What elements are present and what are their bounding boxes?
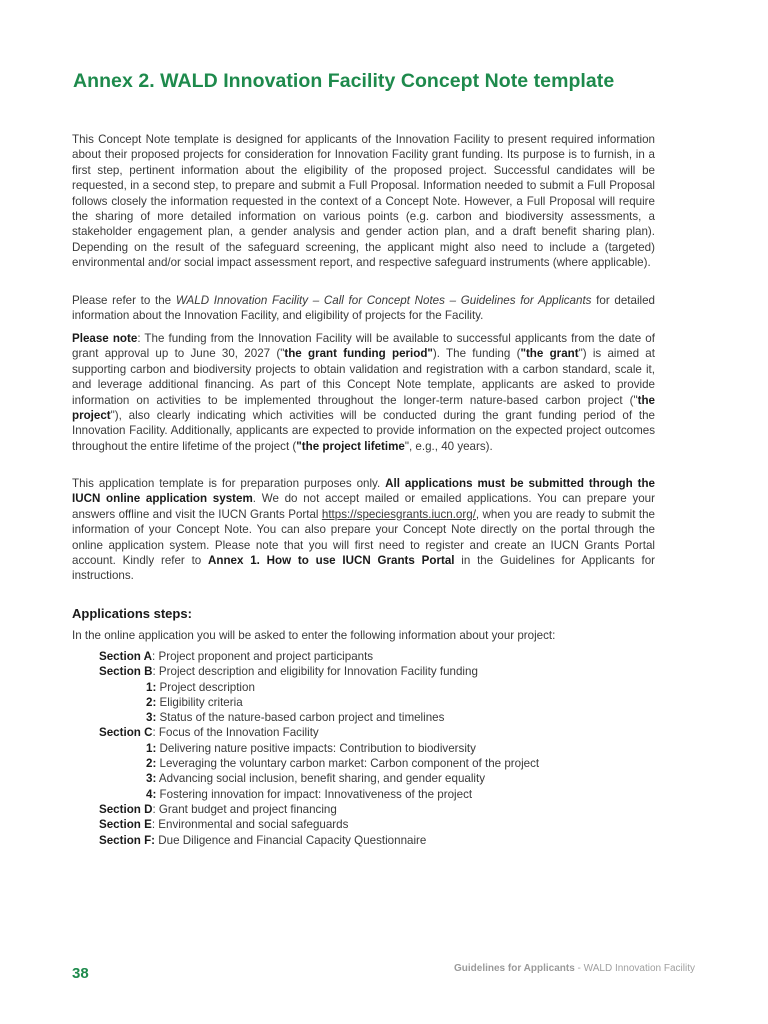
steps-heading: Applications steps: (72, 606, 192, 621)
text: ") is aimed at supporting carbon and biodiversity projects to obtain validation and registration with a carbon standard, scale it, and leverage additional financing. As part of this Concept Note template, applicants are asked to provide information on activities to be implemented throughout the longer-term nature-based carbon project (" (72, 347, 655, 407)
bold-text: Please note (72, 332, 138, 345)
application-paragraph (72, 476, 655, 584)
item-number: 2: (146, 695, 157, 709)
bold-text: the project (72, 393, 655, 423)
item-number: 1: (146, 680, 157, 694)
section-b-item (99, 695, 539, 710)
section-text: Due Diligence and Financial Capacity Questionnaire (155, 833, 427, 847)
section-c-item (99, 787, 539, 802)
item-number: 4: (146, 787, 157, 801)
item-number: 3: (146, 711, 157, 725)
bold-text: "the project lifetime (296, 439, 405, 453)
item-text: Advancing social inclusion, benefit sharing, and gender equality (156, 772, 486, 786)
item-text: Eligibility criteria (156, 695, 243, 709)
section-text: : Project proponent and project participants (152, 650, 374, 663)
item-number: 3: (146, 772, 157, 786)
section-label: Section B (99, 665, 153, 679)
footer-bold: Guidelines for Applicants (454, 963, 575, 974)
section-f (99, 833, 539, 848)
text: for detailed information about the Innovation Facility, and eligibility of projects for the Facility. (72, 294, 655, 323)
bold-text: "the grant (520, 347, 579, 361)
section-label: Section C (99, 726, 153, 740)
item-text: Status of the nature-based carbon project and timelines (156, 711, 445, 725)
bold-text: the grant funding period" (284, 347, 433, 361)
section-e (99, 817, 539, 832)
bold-text: All applications must be submitted through the IUCN online application system (72, 477, 655, 506)
text: : The funding from the Innovation Facility will be available to successful applicants from the date of grant approval up to June 30, 2027 (" (72, 332, 655, 361)
section-d (99, 802, 539, 817)
item-text: Fostering innovation for impact: Innovativeness of the project (156, 787, 473, 801)
section-text: : Grant budget and project financing (152, 802, 337, 816)
section-a (99, 649, 539, 664)
text: ", e.g., 40 years). (404, 439, 493, 453)
text: This application template is for preparation purposes only. (72, 477, 386, 490)
text: ). The funding ( (432, 347, 521, 361)
text: in the Guidelines for Applicants for instructions. (72, 554, 656, 583)
item-number: 1: (146, 741, 157, 755)
section-b-item (99, 680, 539, 695)
section-text: : Project description and eligibility for Innovation Facility funding (152, 665, 478, 679)
please-note-paragraph (72, 331, 655, 454)
page-title: Annex 2. WALD Innovation Facility Concept Note template (73, 70, 615, 92)
steps-intro: In the online application you will be asked to enter the following information about your project: (72, 629, 556, 642)
item-number: 2: (146, 757, 157, 771)
refer-paragraph (72, 293, 655, 324)
page-number: 38 (72, 965, 89, 982)
section-c (99, 725, 539, 740)
intro-paragraph: This Concept Note template is designed for applicants of the Innovation Facility to present required information about their proposed projects for consideration for Innovation Facility grant funding. Its purpose is to furnish, in a first step, pertinent information about the eligibility of the proposed project. Successful candidates will be requested, in a second step, to prepare and submit a Full Proposal. Information needed to submit a Full Proposal follows closely the information requested in the context of a Concept Note. However, a Full Proposal will require the sharing of more detailed information on various points (e.g. carbon and biodiversity assessments, a stakeholder engagement plan, a gender analysis and gender action plan, and a draft benefit sharing plan). Depending on the result of the safeguard screening, the applicant might also need to include a (targeted) environmental and/or social impact assessment report, and respective safeguard instruments (where applicable). (72, 133, 655, 270)
grants-portal-link[interactable]: https://speciesgrants.iucn.org/ (321, 507, 476, 521)
section-text: : Focus of the Innovation Facility (152, 726, 319, 740)
section-b-item (99, 710, 539, 725)
section-c-item (99, 741, 539, 756)
section-label: Section E (99, 818, 152, 832)
footer-text: - WALD Innovation Facility (574, 963, 695, 974)
item-text: Delivering nature positive impacts: Contribution to biodiversity (156, 741, 476, 755)
section-b (99, 664, 539, 679)
bold-text: Annex 1. How to use IUCN Grants Portal (208, 554, 455, 568)
text: "), also clearly indicating which activities will be conducted during the grant funding period of the Innovation Facility. Additionally, applicants are expected to provide information on the expected project outcomes throughout the entire lifetime of the project ( (72, 409, 655, 453)
section-label: Section F: (99, 833, 156, 847)
section-c-item (99, 771, 539, 786)
section-text: : Environmental and social safeguards (151, 818, 349, 832)
section-c-item (99, 756, 539, 771)
text: . We do not accept mailed or emailed applications. You can prepare your answers offline and visit the IUCN Grants Portal (72, 492, 655, 521)
guidelines-title: WALD Innovation Facility – Call for Concept Notes – Guidelines for Applicants (175, 294, 592, 307)
sections-list (99, 649, 539, 848)
item-text: Project description (156, 680, 255, 694)
footer-doc-title (454, 963, 695, 974)
item-text: Leveraging the voluntary carbon market: Carbon component of the project (156, 757, 540, 771)
section-label: Section A (99, 650, 153, 663)
section-label: Section D (99, 802, 153, 816)
text: , when you are ready to submit the information of your Concept Note. You can also prepare your Concept Note directly on the portal through the online application system. Please note that you will first need to register and create an IUCN Grants Portal account. Kindly refer to (72, 507, 655, 568)
text: Please refer to the (72, 294, 176, 307)
